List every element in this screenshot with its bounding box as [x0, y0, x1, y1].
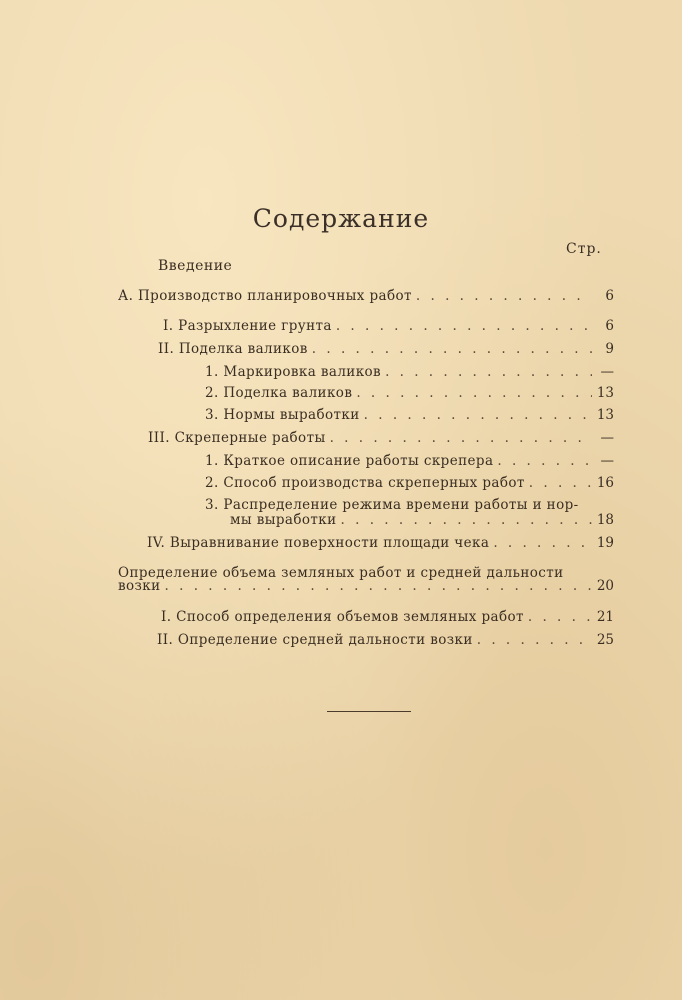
toc-entry-label: 2. Способ производства скреперных работ [205, 475, 525, 491]
leader-dots [364, 405, 592, 425]
leader-dots [477, 630, 592, 650]
leader-dots [385, 362, 592, 382]
toc-entry[interactable] [161, 607, 614, 627]
toc-entry-page: 16 [596, 475, 614, 491]
leader-dots [493, 533, 592, 553]
leader-dots [336, 316, 592, 336]
toc-entry-label-line1: Определение объема земляных работ и средней дальности [118, 565, 564, 581]
toc-entry[interactable] [163, 316, 614, 336]
toc-entry-label-line2: мы выработки [230, 512, 337, 528]
toc-entry[interactable] [158, 339, 614, 359]
toc-entry-label: 3. Нормы выработки [205, 407, 360, 423]
toc-entry[interactable] [118, 286, 614, 306]
toc-entry-label: А. Производство планировочных работ [118, 288, 412, 304]
toc-entry[interactable] [205, 473, 614, 493]
leader-dots [529, 473, 592, 493]
toc-entry[interactable] [147, 533, 614, 553]
leader-dots [341, 510, 592, 530]
leader-dots [312, 339, 592, 359]
toc-entry-page: 9 [605, 341, 614, 357]
toc-entry-label: III. Скреперные работы [148, 430, 326, 446]
toc-entry-page: 25 [596, 632, 614, 648]
toc-entry-page: 13 [596, 407, 614, 423]
closing-rule [327, 711, 411, 712]
toc-intro: Введение [158, 258, 233, 274]
toc-entry-label: II. Определение средней дальности возки [157, 632, 473, 648]
toc-entry-page: 19 [596, 535, 614, 551]
toc-entry-page: 13 [596, 385, 614, 401]
page-column-header: Стр. [566, 241, 602, 257]
toc-entry-label: 2. Поделка валиков [205, 385, 353, 401]
toc-entry-label: 1. Краткое описание работы скрепера [205, 453, 494, 469]
leader-dots [356, 383, 592, 403]
toc-entry-page: 6 [605, 318, 614, 334]
leader-dots [165, 576, 592, 596]
toc-entry-page: 18 [596, 512, 614, 528]
toc-entry[interactable] [148, 428, 614, 448]
toc-entry-page: 20 [596, 578, 614, 594]
leader-dots [497, 451, 592, 471]
toc-entry[interactable] [205, 451, 614, 471]
toc-entry[interactable] [157, 630, 614, 650]
toc-entry-label: I. Разрыхление грунта [163, 318, 332, 334]
toc-entry[interactable] [205, 405, 614, 425]
leader-dots [528, 607, 592, 627]
toc-entry-page: — [600, 364, 614, 380]
toc-entry[interactable] [230, 510, 614, 530]
toc-entry-label-line1: 3. Распределение режима времени работы и нор- [205, 497, 579, 513]
toc-entry-label-line2: возки [118, 578, 161, 594]
toc-entry-label: II. Поделка валиков [158, 341, 308, 357]
toc-entry-page: — [600, 453, 614, 469]
toc-entry-label: IV. Выравнивание поверхности площади чека [147, 535, 490, 551]
leader-dots [416, 286, 592, 306]
leader-dots [330, 428, 592, 448]
page-title: Содержание [252, 204, 430, 233]
toc-entry-label: I. Способ определения объемов земляных работ [161, 609, 524, 625]
toc-entry-page: — [600, 430, 614, 446]
toc-entry[interactable] [118, 576, 614, 596]
toc-entry[interactable] [205, 383, 614, 403]
toc-entry-label: 1. Маркировка валиков [205, 364, 382, 380]
toc-entry-page: 6 [605, 288, 614, 304]
toc-entry-page: 21 [596, 609, 614, 625]
toc-entry[interactable] [205, 362, 614, 382]
